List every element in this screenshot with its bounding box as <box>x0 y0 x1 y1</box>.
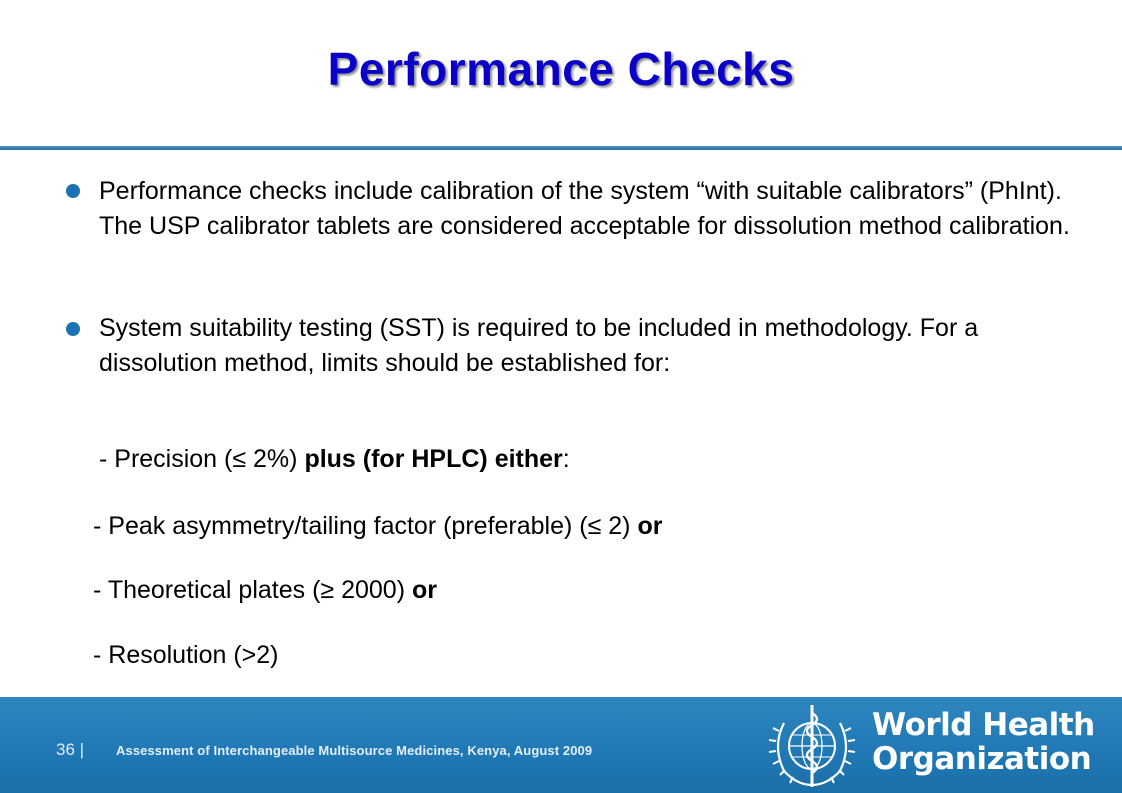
sub-item-emphasis: or <box>637 512 663 540</box>
footer-caption: Assessment of Interchangeable Multisource Medicines, Kenya, August 2009 <box>116 743 593 758</box>
sub-item-emphasis: plus (for HPLC) either <box>304 445 563 473</box>
org-name-line2: Organization <box>872 741 1092 777</box>
org-name <box>872 708 1095 776</box>
bullet-text: System suitability testing (SST) is required to be included in methodology. For a dissolution method, limits should be established for: <box>99 314 979 377</box>
page-number: 36 | <box>56 740 85 759</box>
sub-item-text: - Precision (≤ 2%) <box>99 445 305 473</box>
who-emblem-icon <box>762 703 862 789</box>
sub-item-text: - Peak asymmetry/tailing factor (preferable) (≤ 2) <box>93 512 638 540</box>
sub-item-plates <box>93 575 437 605</box>
org-name-line1: World Health <box>872 707 1095 743</box>
sub-item-resolution <box>93 640 279 670</box>
bullet-icon <box>66 184 80 198</box>
sub-item-text: - Theoretical plates (≥ 2000) <box>93 576 412 604</box>
footer-bar <box>0 697 1122 793</box>
bullet-icon <box>66 322 80 336</box>
slide-title: Performance Checks <box>327 43 795 95</box>
sub-item-suffix: : <box>562 445 570 473</box>
bullet-text: Performance checks include calibration of the system “with suitable calibrators” (PhInt). The USP calibrator tablets are considered acceptable for dissolution method calibration. <box>99 177 1070 240</box>
sub-item-precision <box>99 444 570 474</box>
sub-item-emphasis: or <box>411 576 437 604</box>
sub-item-text: - Resolution (>2) <box>93 641 279 669</box>
sub-item-tailing <box>93 511 662 541</box>
